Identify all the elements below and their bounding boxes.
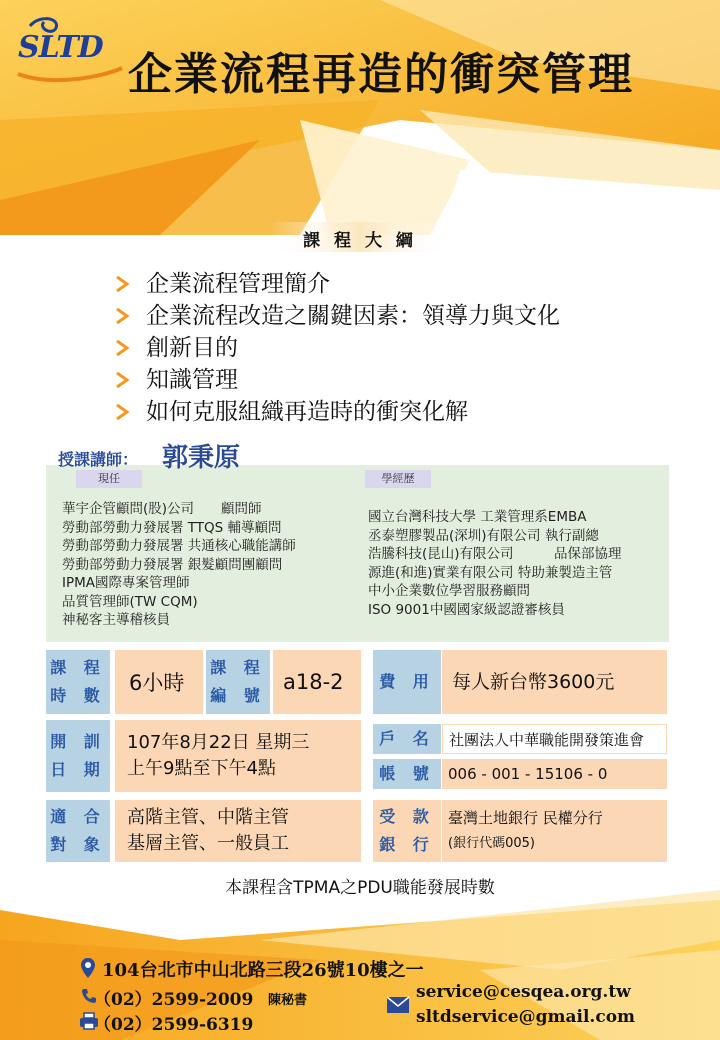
current-positions xyxy=(62,500,296,630)
bio-line: 神秘客主導稽核員 xyxy=(62,612,170,628)
start-date-value: 107年8月22日 星期三 上午9點至下午4點 xyxy=(115,720,361,792)
arrow-right-icon xyxy=(112,337,134,359)
account-name-label: 戶 名 xyxy=(373,724,441,754)
current-position-tag: 現任 xyxy=(76,470,142,488)
course-code-label: 課 程 編 號 xyxy=(206,650,270,714)
start-date-label: 開 訓 日 期 xyxy=(46,720,110,792)
email-address-1[interactable]: service@cesqea.org.tw xyxy=(416,982,631,1002)
email-address-2[interactable]: sltdservice@gmail.com xyxy=(416,1007,636,1027)
fax-number: （02）2599-6319 xyxy=(94,1015,254,1035)
bio-line: 丞泰塑膠製品(深圳)有限公司 執行副總 xyxy=(368,527,599,544)
arrow-right-icon xyxy=(112,273,134,295)
phone-number: （02）2599-2009 xyxy=(94,990,254,1010)
page-title: 企業流程再造的衝突管理 xyxy=(128,49,634,100)
email-icon xyxy=(386,996,410,1014)
fee-value: 每人新台幣3600元 xyxy=(442,650,667,714)
phone-contact: 陳秘書 xyxy=(268,993,308,1008)
bio-line: 勞動部勞動力發展署 共通核心職能講師 xyxy=(62,538,296,554)
location-pin-icon xyxy=(80,957,96,979)
account-number-label: 帳 號 xyxy=(373,759,441,789)
account-name-value: 社團法人中華職能開發策進會 xyxy=(442,724,667,754)
bio-line: 源進(和進)實業有限公司 特助兼製造主管 xyxy=(368,564,613,581)
instructor-label: 授課講師： xyxy=(58,450,139,469)
bank-value: 臺灣土地銀行 民權分行 (銀行代碼005) xyxy=(442,800,667,862)
bio-line: ISO 9001中國國家級認證審核員 xyxy=(368,601,565,618)
bio-line: 中小企業數位學習服務顧問 xyxy=(368,583,530,599)
arrow-right-icon xyxy=(112,305,134,327)
outline-item: 如何克服組織再造時的衝突化解 xyxy=(112,396,560,428)
pdu-note: 本課程含TPMA之PDU職能發展時數 xyxy=(225,878,495,898)
experience-list xyxy=(368,508,622,619)
fee-label: 費 用 xyxy=(373,650,441,714)
bio-line: 品質管理師(TW CQM) xyxy=(62,593,198,610)
logo-text: SLTD xyxy=(18,30,103,65)
outline-item: 知識管理 xyxy=(112,364,560,396)
bio-line: IPMA國際專案管理師 xyxy=(62,575,190,591)
bank-label: 受 款 銀 行 xyxy=(373,800,441,862)
hours-value: 6小時 xyxy=(115,650,203,714)
bio-line: 勞動部勞動力發展署 銀髮顧問團顧問 xyxy=(62,556,283,573)
target-audience-value: 高階主管、中階主管 基層主管、一般員工 xyxy=(115,800,361,862)
bio-line: 國立台灣科技大學 工業管理系EMBA xyxy=(368,509,587,525)
experience-tag: 學經歷 xyxy=(365,470,431,488)
course-code-value: a18-2 xyxy=(273,650,361,714)
account-number-value: 006 - 001 - 15106 - 0 xyxy=(442,759,667,789)
instructor-name: 郭秉原 xyxy=(162,443,241,473)
arrow-right-icon xyxy=(112,401,134,423)
bio-line: 勞動部勞動力發展署 TTQS 輔導顧問 xyxy=(62,519,282,536)
outline-item: 企業流程管理簡介 xyxy=(112,268,560,300)
outline-item: 創新目的 xyxy=(112,332,560,364)
arrow-right-icon xyxy=(112,369,134,391)
bio-line: 浩騰科技(昆山)有限公司 品保部協理 xyxy=(368,546,622,562)
address: 104台北市中山北路三段26號10樓之一 xyxy=(102,960,424,981)
outline-list xyxy=(112,268,560,428)
bio-line: 華宇企管顧問(股)公司 顧問師 xyxy=(62,501,262,517)
hours-label: 課 程 時 數 xyxy=(46,650,110,714)
outline-title: 課 程 大 綱 xyxy=(303,231,417,251)
outline-item: 企業流程改造之關鍵因素：領導力與文化 xyxy=(112,300,560,332)
target-audience-label: 適 合 對 象 xyxy=(46,800,110,862)
